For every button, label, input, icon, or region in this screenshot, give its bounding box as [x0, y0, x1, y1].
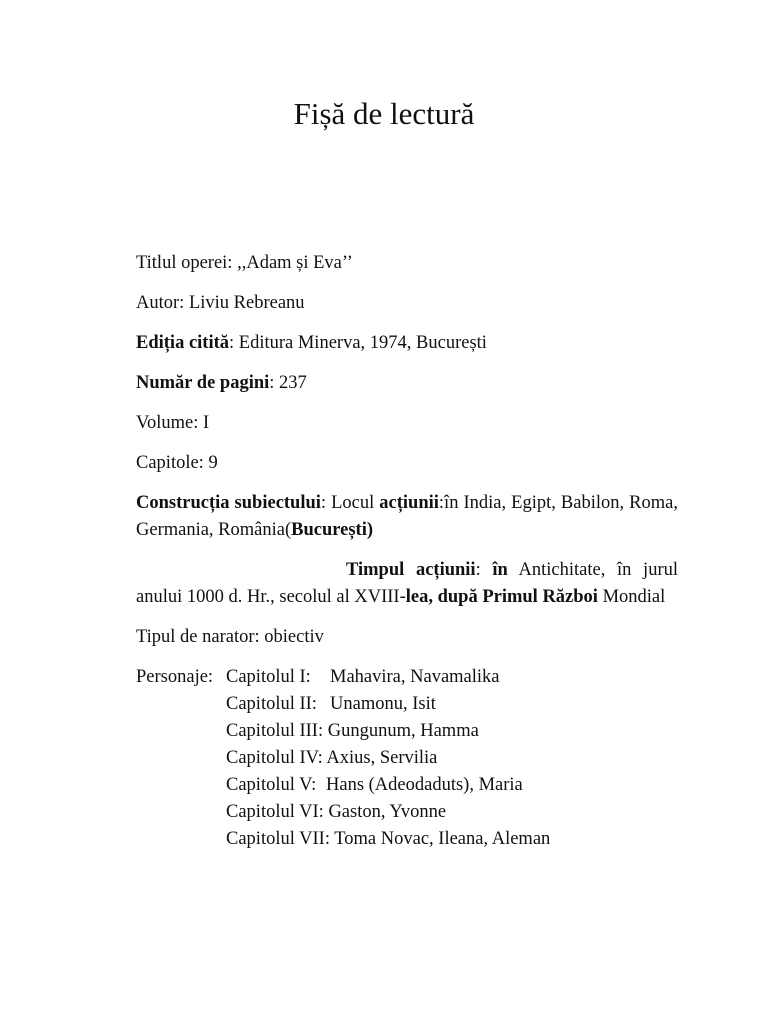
chapter-label: Capitolul IV:	[226, 748, 323, 768]
field-label: Tipul de narator:	[136, 627, 265, 647]
field-value: I	[202, 413, 210, 433]
chapter-label: Capitolul VI:	[226, 802, 324, 822]
field-value: : Editura Minerva, 1974, București	[229, 333, 487, 353]
list-item	[226, 664, 678, 691]
timp-text: Mondial	[597, 587, 666, 607]
field-value: Liviu Rebreanu	[188, 293, 305, 313]
field-titlul	[136, 250, 678, 277]
timp-bold: în	[492, 560, 508, 580]
field-pagini	[136, 370, 678, 397]
field-constructia	[136, 490, 678, 544]
field-label: Personaje:	[136, 667, 214, 687]
field-volume	[136, 410, 678, 437]
chapter-label: Capitolul II:	[226, 694, 317, 714]
timp-bold: lea, după Primul Război	[405, 587, 598, 607]
character-names: Toma Novac, Ileana, Aleman	[334, 829, 551, 849]
field-label: Volume:	[136, 413, 203, 433]
page-title: Fișă de lectură	[293, 96, 475, 131]
character-names: Gaston, Yvonne	[328, 802, 447, 822]
chapter-label: Capitolul III:	[226, 721, 324, 741]
field-label: Ediția citită	[136, 333, 230, 353]
field-value: obiectiv	[264, 627, 324, 647]
list-item	[226, 772, 678, 799]
field-text: : Locul	[320, 493, 380, 513]
field-label: Număr de pagini	[136, 373, 270, 393]
field-value: : 237	[269, 373, 307, 393]
character-names: Unamonu, Isit	[330, 694, 436, 714]
timp-text: Antichitate, în jurul anului 1000 d. Hr., secolul al XVIII-	[136, 560, 678, 607]
chapter-label: Capitolul I:	[226, 667, 311, 687]
field-editia	[136, 330, 678, 357]
list-item	[226, 718, 678, 745]
field-label: Autor:	[136, 293, 189, 313]
loc-text: :în India, Egipt, Babilon, Roma, Germania, România(	[136, 493, 678, 540]
field-label: Titlul operei:	[136, 253, 238, 273]
list-item	[226, 826, 678, 853]
field-autor	[136, 290, 678, 317]
list-item	[226, 799, 678, 826]
field-label: Construcția subiectului	[136, 493, 321, 513]
document-body	[136, 250, 678, 853]
field-timpul	[136, 557, 678, 611]
field-value: 9	[208, 453, 218, 473]
timp-label: Timpul acțiunii	[346, 560, 476, 580]
list-item	[226, 745, 678, 772]
loc-bold: București)	[291, 520, 374, 540]
field-narator	[136, 624, 678, 651]
field-personaje	[136, 664, 678, 853]
field-value: ,,Adam și Eva’’	[237, 253, 353, 273]
character-names: Mahavira, Navamalika	[330, 667, 500, 687]
chapter-label: Capitolul V:	[226, 775, 317, 795]
list-item	[226, 691, 678, 718]
character-list	[226, 664, 678, 853]
timp-text: :	[475, 560, 493, 580]
character-names: Hans (Adeodaduts), Maria	[326, 775, 523, 795]
character-names: Gungunum, Hamma	[327, 721, 479, 741]
character-names: Axius, Servilia	[326, 748, 438, 768]
loc-label: acțiunii	[379, 493, 439, 513]
chapter-label: Capitolul VII:	[226, 829, 330, 849]
field-capitole	[136, 450, 678, 477]
field-label: Capitole:	[136, 453, 209, 473]
